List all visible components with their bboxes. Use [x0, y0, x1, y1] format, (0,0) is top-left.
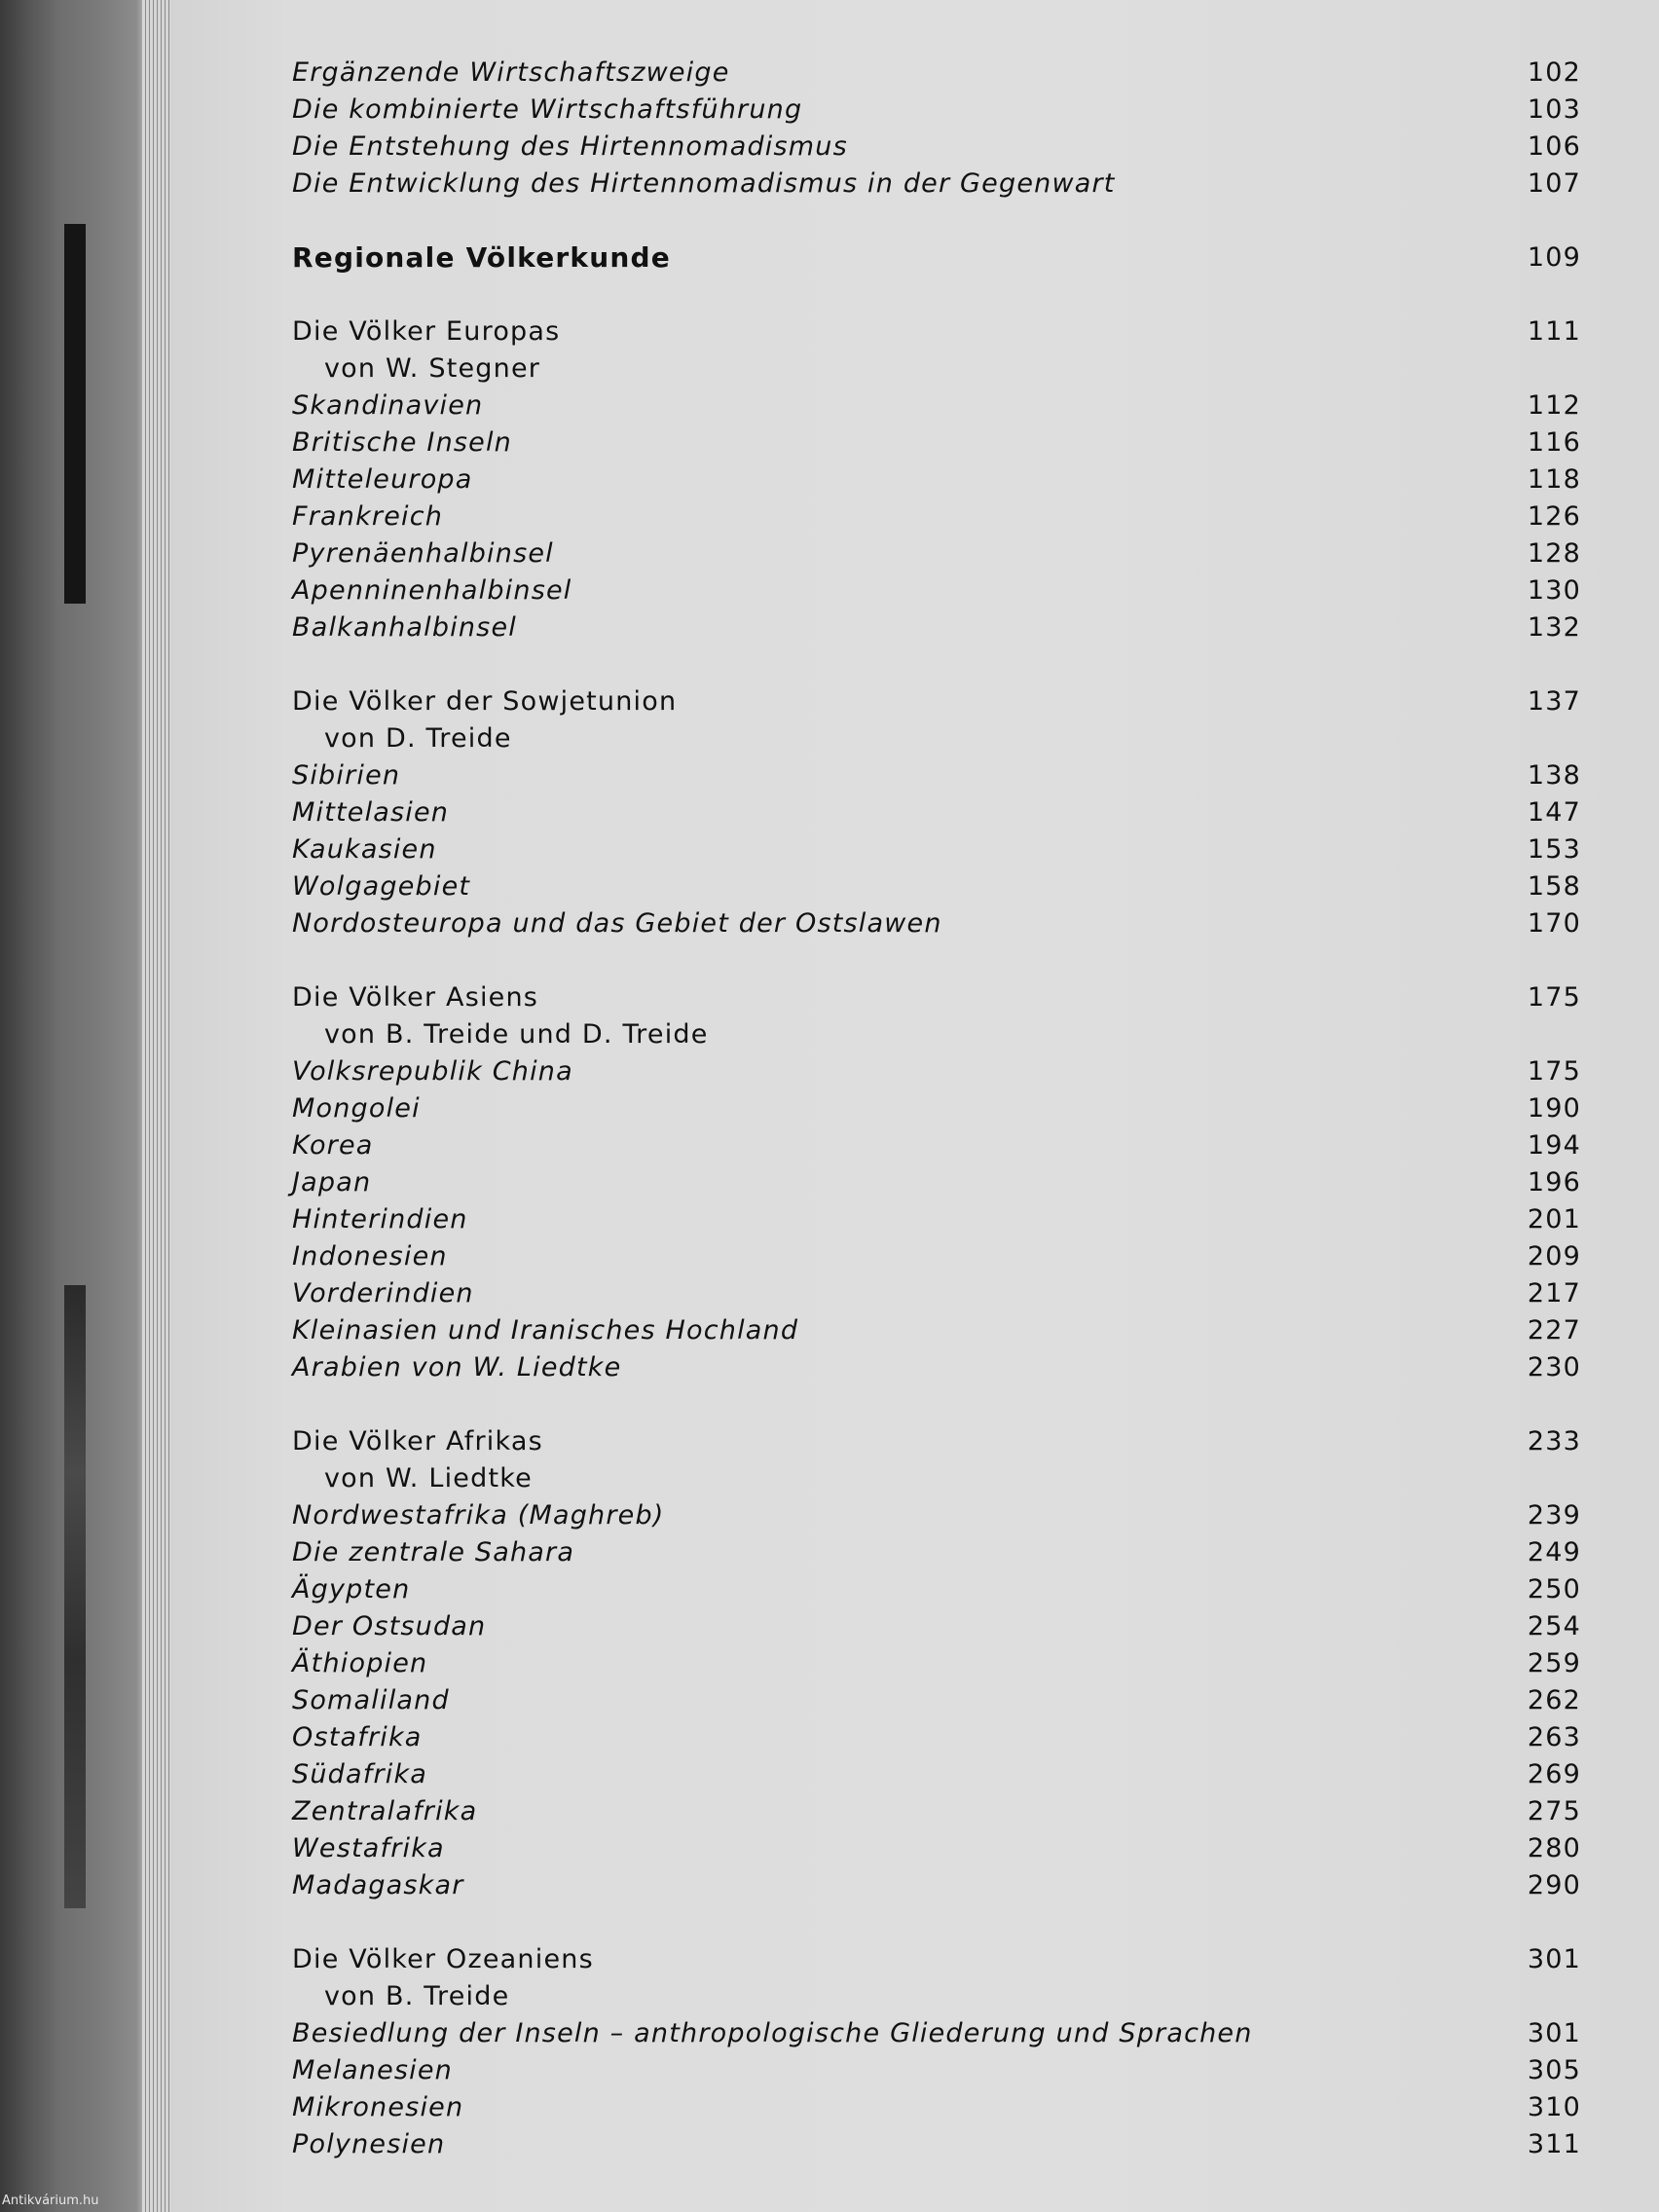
section-heading: [292, 683, 1581, 720]
table-of-contents: [292, 55, 1581, 2163]
spine-band-top: [64, 224, 86, 604]
toc-entry: [292, 2089, 1581, 2126]
toc-entry-title: Britische Inseln: [292, 427, 512, 458]
toc-entry-page: 128: [1527, 538, 1581, 569]
toc-entry: [292, 498, 1581, 535]
toc-entry-page: 103: [1527, 94, 1581, 125]
section-heading-title: Die Völker Ozeaniens: [292, 1944, 594, 1974]
toc-entry: [292, 1497, 1581, 1534]
toc-entry-page: 305: [1527, 2055, 1581, 2085]
toc-entry-page: 269: [1527, 1759, 1581, 1789]
toc-entry: [292, 1164, 1581, 1201]
section-heading: [292, 1941, 1581, 1978]
toc-entry: [292, 1127, 1581, 1164]
section-heading-page: 233: [1527, 1426, 1581, 1456]
toc-entry-title: Westafrika: [292, 1833, 445, 1863]
section-heading-title: Die Völker der Sowjetunion: [292, 686, 678, 717]
toc-entry-title: Polynesien: [292, 2129, 446, 2159]
toc-entry: [292, 1756, 1581, 1793]
toc-entry-page: 147: [1527, 797, 1581, 828]
toc-entry-page: 262: [1527, 1685, 1581, 1715]
toc-entry-page: 107: [1527, 168, 1581, 199]
toc-entry-title: Japan: [292, 1167, 372, 1198]
toc-entry-title: Nordosteuropa und das Gebiet der Ostslawen: [292, 908, 942, 939]
toc-entry-page: 275: [1527, 1796, 1581, 1826]
toc-entry-title: Hinterindien: [292, 1204, 468, 1235]
section-heading: [292, 979, 1581, 1016]
section-author: [292, 350, 1581, 387]
toc-entry-page: 158: [1527, 871, 1581, 902]
toc-entry: [292, 55, 1581, 92]
toc-entry-page: 153: [1527, 834, 1581, 865]
toc-entry-title: Südafrika: [292, 1759, 428, 1789]
toc-entry: [292, 1238, 1581, 1275]
toc-entry: [292, 1312, 1581, 1349]
toc-entry-page: 116: [1527, 427, 1581, 458]
toc-entry-title: Kleinasien und Iranisches Hochland: [292, 1315, 799, 1346]
toc-entry: [292, 1608, 1581, 1645]
section-heading: [292, 1423, 1581, 1460]
toc-entry-title: Volksrepublik China: [292, 1056, 573, 1087]
section-author-title: von B. Treide: [324, 1981, 510, 2011]
toc-entry-page: 112: [1527, 390, 1581, 421]
toc-entry-title: Die zentrale Sahara: [292, 1537, 575, 1567]
toc-entry-page: 132: [1527, 612, 1581, 643]
toc-entry: [292, 831, 1581, 868]
toc-entry-title: Der Ostsudan: [292, 1611, 487, 1641]
toc-entry-page: 190: [1527, 1093, 1581, 1124]
toc-entry-page: 209: [1527, 1241, 1581, 1272]
toc-entry-title: Sibirien: [292, 760, 401, 791]
intro-entries: [292, 55, 1581, 203]
section-heading-page: 111: [1527, 316, 1581, 347]
toc-entry-page: 126: [1527, 501, 1581, 532]
toc-entry-page: 138: [1527, 760, 1581, 791]
toc-entry: [292, 2126, 1581, 2163]
section-author: [292, 1978, 1581, 2015]
toc-entry-title: Die Entstehung des Hirtennomadismus: [292, 131, 848, 162]
spine-band-bottom: [64, 1285, 86, 1908]
section-heading-title: Die Völker Afrikas: [292, 1426, 543, 1456]
toc-entry-title: Besiedlung der Inseln – anthropologische Gliederung und Sprachen: [292, 2018, 1253, 2048]
toc-entry-title: Apenninenhalbinsel: [292, 575, 572, 606]
section-heading-page: 175: [1527, 982, 1581, 1013]
toc-entry-title: Mikronesien: [292, 2092, 464, 2122]
toc-entry-page: 311: [1527, 2129, 1581, 2159]
toc-entry: [292, 868, 1581, 905]
toc-entry-page: 239: [1527, 1500, 1581, 1530]
toc-entry: [292, 1793, 1581, 1830]
toc-entry: [292, 1682, 1581, 1719]
toc-entry-title: Korea: [292, 1130, 374, 1161]
toc-entry-title: Wolgagebiet: [292, 871, 471, 902]
toc-entry-title: Nordwestafrika (Maghreb): [292, 1500, 665, 1530]
toc-entry-page: 227: [1527, 1315, 1581, 1346]
toc-entry: [292, 424, 1581, 461]
section-heading-title: Die Völker Asiens: [292, 982, 539, 1013]
toc-entry-page: 254: [1527, 1611, 1581, 1641]
toc-entry: [292, 1275, 1581, 1312]
toc-entry: [292, 1090, 1581, 1127]
toc-entry: [292, 1053, 1581, 1090]
toc-entry: [292, 387, 1581, 424]
toc-entry: [292, 129, 1581, 166]
toc-entry-page: 194: [1527, 1130, 1581, 1161]
section-heading-title: Die Völker Europas: [292, 316, 561, 347]
toc-entry: [292, 609, 1581, 646]
toc-entry-title: Die Entwicklung des Hirtennomadismus in der Gegenwart: [292, 168, 1116, 199]
toc-entry-title: Kaukasien: [292, 834, 437, 865]
part-heading-page: 109: [1527, 242, 1581, 273]
toc-entry-title: Ägypten: [292, 1574, 411, 1604]
toc-entry-page: 102: [1527, 57, 1581, 88]
toc-entry: [292, 1645, 1581, 1682]
toc-entry-title: Indonesien: [292, 1241, 448, 1272]
toc-entry-title: Madagaskar: [292, 1870, 464, 1900]
toc-entry: [292, 2015, 1581, 2052]
toc-entry-page: 196: [1527, 1167, 1581, 1198]
toc-entry-title: Äthiopien: [292, 1648, 428, 1678]
toc-entry-page: 106: [1527, 131, 1581, 162]
part-heading-title: Regionale Völkerkunde: [292, 241, 671, 274]
toc-entry-title: Ergänzende Wirtschaftszweige: [292, 57, 730, 88]
toc-entry-title: Mitteleuropa: [292, 464, 473, 495]
toc-entry: [292, 1867, 1581, 1904]
toc-entry: [292, 1201, 1581, 1238]
toc-entry-page: 290: [1527, 1870, 1581, 1900]
toc-entry: [292, 1830, 1581, 1867]
toc-entry-title: Mongolei: [292, 1093, 421, 1124]
toc-entry-title: Melanesien: [292, 2055, 453, 2085]
section-author-title: von B. Treide und D. Treide: [324, 1019, 709, 1050]
section-heading-page: 137: [1527, 686, 1581, 717]
toc-entry: [292, 1719, 1581, 1756]
toc-entry: [292, 1534, 1581, 1571]
watermark: Antikvárium.hu: [2, 2194, 99, 2208]
toc-entry-title: Frankreich: [292, 501, 444, 532]
toc-entry: [292, 572, 1581, 609]
toc-entry-page: 130: [1527, 575, 1581, 606]
toc-entry-page: 201: [1527, 1204, 1581, 1235]
toc-entry-page: 175: [1527, 1056, 1581, 1087]
toc-entry-title: Zentralafrika: [292, 1796, 478, 1826]
toc-entry-title: Die kombinierte Wirtschaftsführung: [292, 94, 803, 125]
toc-entry: [292, 166, 1581, 203]
page-edges: [142, 0, 171, 2212]
toc-entry-title: Mittelasien: [292, 797, 450, 828]
section-author: [292, 1460, 1581, 1497]
section-author-title: von W. Stegner: [324, 353, 541, 384]
toc-entry-title: Somaliland: [292, 1685, 450, 1715]
toc-entry: [292, 1349, 1581, 1386]
toc-entry: [292, 2052, 1581, 2089]
toc-entry-page: 301: [1527, 2018, 1581, 2048]
toc-entry-title: Vorderindien: [292, 1278, 474, 1309]
toc-entry-title: Skandinavien: [292, 390, 484, 421]
toc-entry: [292, 535, 1581, 572]
toc-entry-page: 217: [1527, 1278, 1581, 1309]
section-author: [292, 720, 1581, 757]
toc-entry-title: Pyrenäenhalbinsel: [292, 538, 554, 569]
toc-entry: [292, 757, 1581, 794]
toc-entry: [292, 1571, 1581, 1608]
toc-entry-page: 118: [1527, 464, 1581, 495]
section-author-title: von W. Liedtke: [324, 1463, 533, 1493]
section-heading-page: 301: [1527, 1944, 1581, 1974]
toc-entry-page: 310: [1527, 2092, 1581, 2122]
toc-entry: [292, 905, 1581, 942]
toc-entry: [292, 794, 1581, 831]
toc-sections: [292, 276, 1581, 2163]
section-heading: [292, 313, 1581, 350]
toc-entry: [292, 92, 1581, 129]
section-author-title: von D. Treide: [324, 723, 512, 754]
toc-entry-title: Ostafrika: [292, 1722, 423, 1752]
toc-entry: [292, 461, 1581, 498]
toc-entry-title: Arabien von W. Liedtke: [292, 1352, 622, 1382]
toc-entry-page: 259: [1527, 1648, 1581, 1678]
toc-entry-page: 280: [1527, 1833, 1581, 1863]
toc-entry-title: Balkanhalbinsel: [292, 612, 517, 643]
toc-entry-page: 170: [1527, 908, 1581, 939]
toc-entry-page: 249: [1527, 1537, 1581, 1567]
part-heading: [292, 240, 1581, 276]
toc-entry-page: 263: [1527, 1722, 1581, 1752]
toc-entry-page: 250: [1527, 1574, 1581, 1604]
toc-entry-page: 230: [1527, 1352, 1581, 1382]
section-author: [292, 1016, 1581, 1053]
